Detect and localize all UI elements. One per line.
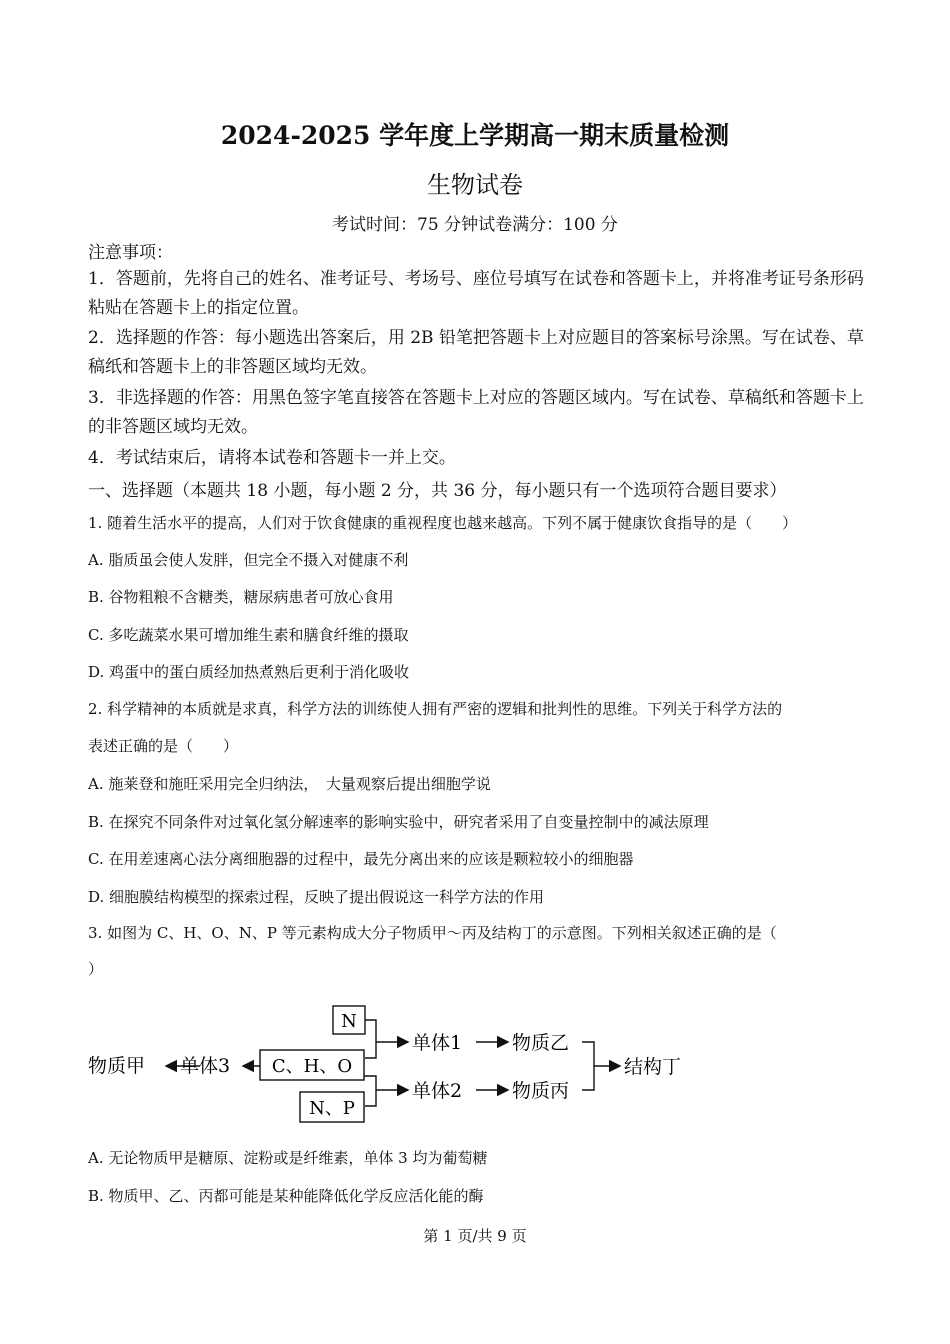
note-item: 3．非选择题的作答：用黑色签字笔直接答在答题卡上对应的答题区域内。写在试卷、草稿纸和答题卡上的非答题区域均无效。 <box>88 388 864 437</box>
note-item: 2．选择题的作答：每小题选出答案后，用 2B 铅笔把答题卡上对应题目的答案标号涂黑。写在试卷、草稿纸和答题卡上的非答题区域均无效。 <box>88 328 864 377</box>
option: A. 无论物质甲是糖原、淀粉或是纤维素，单体 3 均为葡萄糖 <box>88 1149 488 1167</box>
element-diagram <box>80 998 700 1128</box>
note-item: 1．答题前，先将自己的姓名、准考证号、考场号、座位号填写在试卷和答题卡上，并将准考证号条形码粘贴在答题卡上的指定位置。 <box>88 269 864 318</box>
subject-title: 生物试卷 <box>427 171 523 199</box>
option: B. 在探究不同条件对过氧化氢分解速率的影响实验中，研究者采用了自变量控制中的减法原理 <box>88 813 709 831</box>
question-stem: 3. 如图为 C、H、O、N、P 等元素构成大分子物质甲～丙及结构丁的示意图。下列相关叙述正确的是（ <box>88 924 777 942</box>
substance-a-label: 物质甲 <box>88 1055 146 1077</box>
monomer3-label: 单体3 <box>180 1055 231 1077</box>
box-cho-label: C、H、O <box>271 1056 353 1077</box>
option: C. 多吃蔬菜水果可增加维生素和膳食纤维的摄取 <box>88 626 409 644</box>
box-n-label: N <box>341 1011 357 1032</box>
question-stem: ） <box>88 960 104 978</box>
note-item: 4．考试结束后，请将本试卷和答题卡一并上交。 <box>88 448 456 468</box>
monomer2-label: 单体2 <box>412 1080 463 1102</box>
page-title: 2024-2025 学年度上学期高一期末质量检测 <box>220 121 730 150</box>
option: A. 施莱登和施旺采用完全归纳法， 大量观察后提出细胞学说 <box>88 775 491 793</box>
page-footer: 第 1 页/共 9 页 <box>423 1227 527 1245</box>
option: C. 在用差速离心法分离细胞器的过程中，最先分离出来的应该是颗粒较小的细胞器 <box>88 850 634 868</box>
notes-heading: 注意事项： <box>88 243 173 263</box>
exam-info: 考试时间：75 分钟试卷满分：100 分 <box>332 215 618 235</box>
option: D. 鸡蛋中的蛋白质经加热煮熟后更利于消化吸收 <box>88 663 410 681</box>
option: B. 物质甲、乙、丙都可能是某种能降低化学反应活化能的酶 <box>88 1187 484 1205</box>
question-stem: 表述正确的是（ ） <box>88 737 239 755</box>
monomer1-label: 单体1 <box>412 1032 463 1054</box>
option: A. 脂质虽会使人发胖，但完全不摄入对健康不利 <box>88 551 409 569</box>
substance-c-label: 物质丙 <box>512 1080 570 1102</box>
substance-b-label: 物质乙 <box>512 1032 570 1054</box>
question-stem: 2. 科学精神的本质就是求真，科学方法的训练使人拥有严密的逻辑和批判性的思维。下列关于科学方法的 <box>88 700 783 718</box>
option: D. 细胞膜结构模型的探索过程，反映了提出假说这一科学方法的作用 <box>88 888 545 906</box>
section-heading: 一、选择题（本题共 18 小题，每小题 2 分，共 36 分，每小题只有一个选项符合题目要求） <box>88 481 787 501</box>
option: B. 谷物粗粮不含糖类，糖尿病患者可放心食用 <box>88 588 394 606</box>
question-stem: 1. 随着生活水平的提高，人们对于饮食健康的重视程度也越来越高。下列不属于健康饮食指导的是（ ） <box>88 514 798 532</box>
structure-d-label: 结构丁 <box>624 1056 682 1078</box>
box-np-label: N、P <box>309 1098 355 1119</box>
